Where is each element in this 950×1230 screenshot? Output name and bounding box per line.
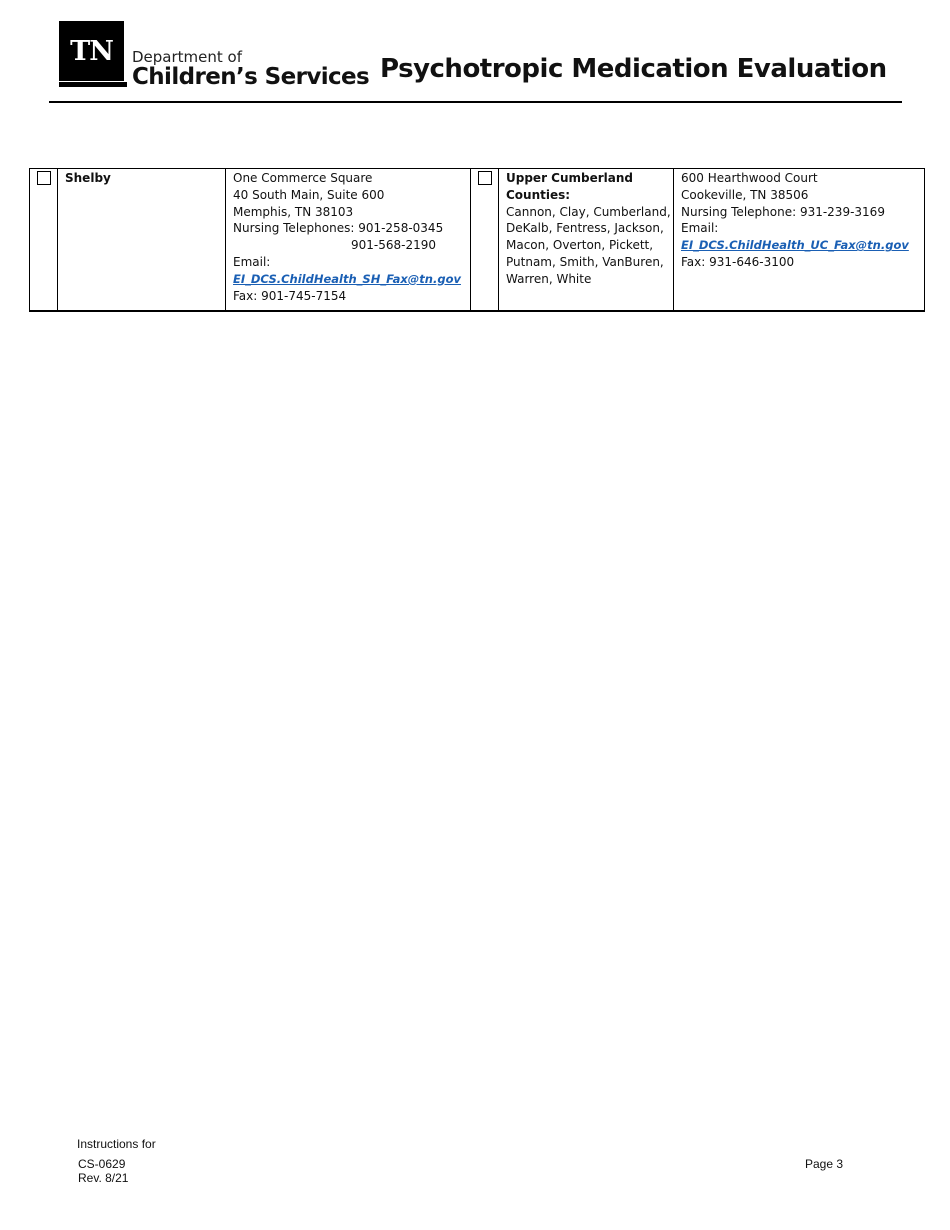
counties-list: Warren, White xyxy=(506,271,592,286)
region-name-upper-cumberland: Upper Cumberland xyxy=(506,171,634,185)
email-label: Email: xyxy=(681,221,719,236)
logo-agency-name: Children’s Services xyxy=(132,64,370,90)
address-line: Memphis, TN 38103 xyxy=(233,204,354,219)
upper-cumberland-checkbox[interactable] xyxy=(478,171,492,185)
nursing-phone: Nursing Telephones: 901-258-0345 xyxy=(233,221,444,236)
region-name-cell xyxy=(499,169,674,312)
logo-department-text: Department of xyxy=(132,48,242,66)
logo-underline xyxy=(59,82,127,87)
regional-offices-table xyxy=(29,168,925,312)
logo-abbrev: TN xyxy=(70,35,113,67)
footer-instructions: Instructions for xyxy=(77,1137,156,1151)
region-contact-cell xyxy=(226,169,471,312)
counties-list: Putnam, Smith, VanBuren, xyxy=(506,254,664,269)
address-line: 600 Hearthwood Court xyxy=(681,171,818,185)
address-line: One Commerce Square xyxy=(233,171,373,185)
address-line: Cookeville, TN 38506 xyxy=(681,187,809,202)
counties-label: Counties: xyxy=(506,187,571,202)
region-checkbox-cell xyxy=(471,169,499,312)
tn-logo xyxy=(59,21,124,81)
email-link-shelby[interactable]: EI_DCS.ChildHealth_SH_Fax@tn.gov xyxy=(233,271,461,286)
region-contact-cell xyxy=(674,169,925,312)
counties-list: DeKalb, Fentress, Jackson, xyxy=(506,221,664,236)
email-link-upper-cumberland[interactable]: EI_DCS.ChildHealth_UC_Fax@tn.gov xyxy=(681,238,909,253)
table-row xyxy=(30,169,925,312)
fax-number: Fax: 901-745-7154 xyxy=(233,288,347,303)
nursing-phone: Nursing Telephone: 931-239-3169 xyxy=(681,204,885,219)
counties-list: Macon, Overton, Pickett, xyxy=(506,238,654,253)
footer-revision: Rev. 8/21 xyxy=(78,1171,129,1185)
header-divider xyxy=(49,101,902,103)
region-name-shelby: Shelby xyxy=(65,171,111,185)
footer-form-number: CS-0629 xyxy=(78,1157,126,1171)
region-checkbox-cell xyxy=(30,169,58,312)
address-line: 40 South Main, Suite 600 xyxy=(233,187,385,202)
counties-list: Cannon, Clay, Cumberland, xyxy=(506,204,671,219)
footer-page-number: Page 3 xyxy=(805,1157,844,1171)
email-label: Email: xyxy=(233,254,271,269)
fax-number: Fax: 931-646-3100 xyxy=(681,254,795,269)
nursing-phone-alt: 901-568-2190 xyxy=(350,238,436,253)
region-name-cell xyxy=(58,169,226,312)
shelby-checkbox[interactable] xyxy=(37,171,51,185)
document-title: Psychotropic Medication Evaluation xyxy=(380,54,887,84)
